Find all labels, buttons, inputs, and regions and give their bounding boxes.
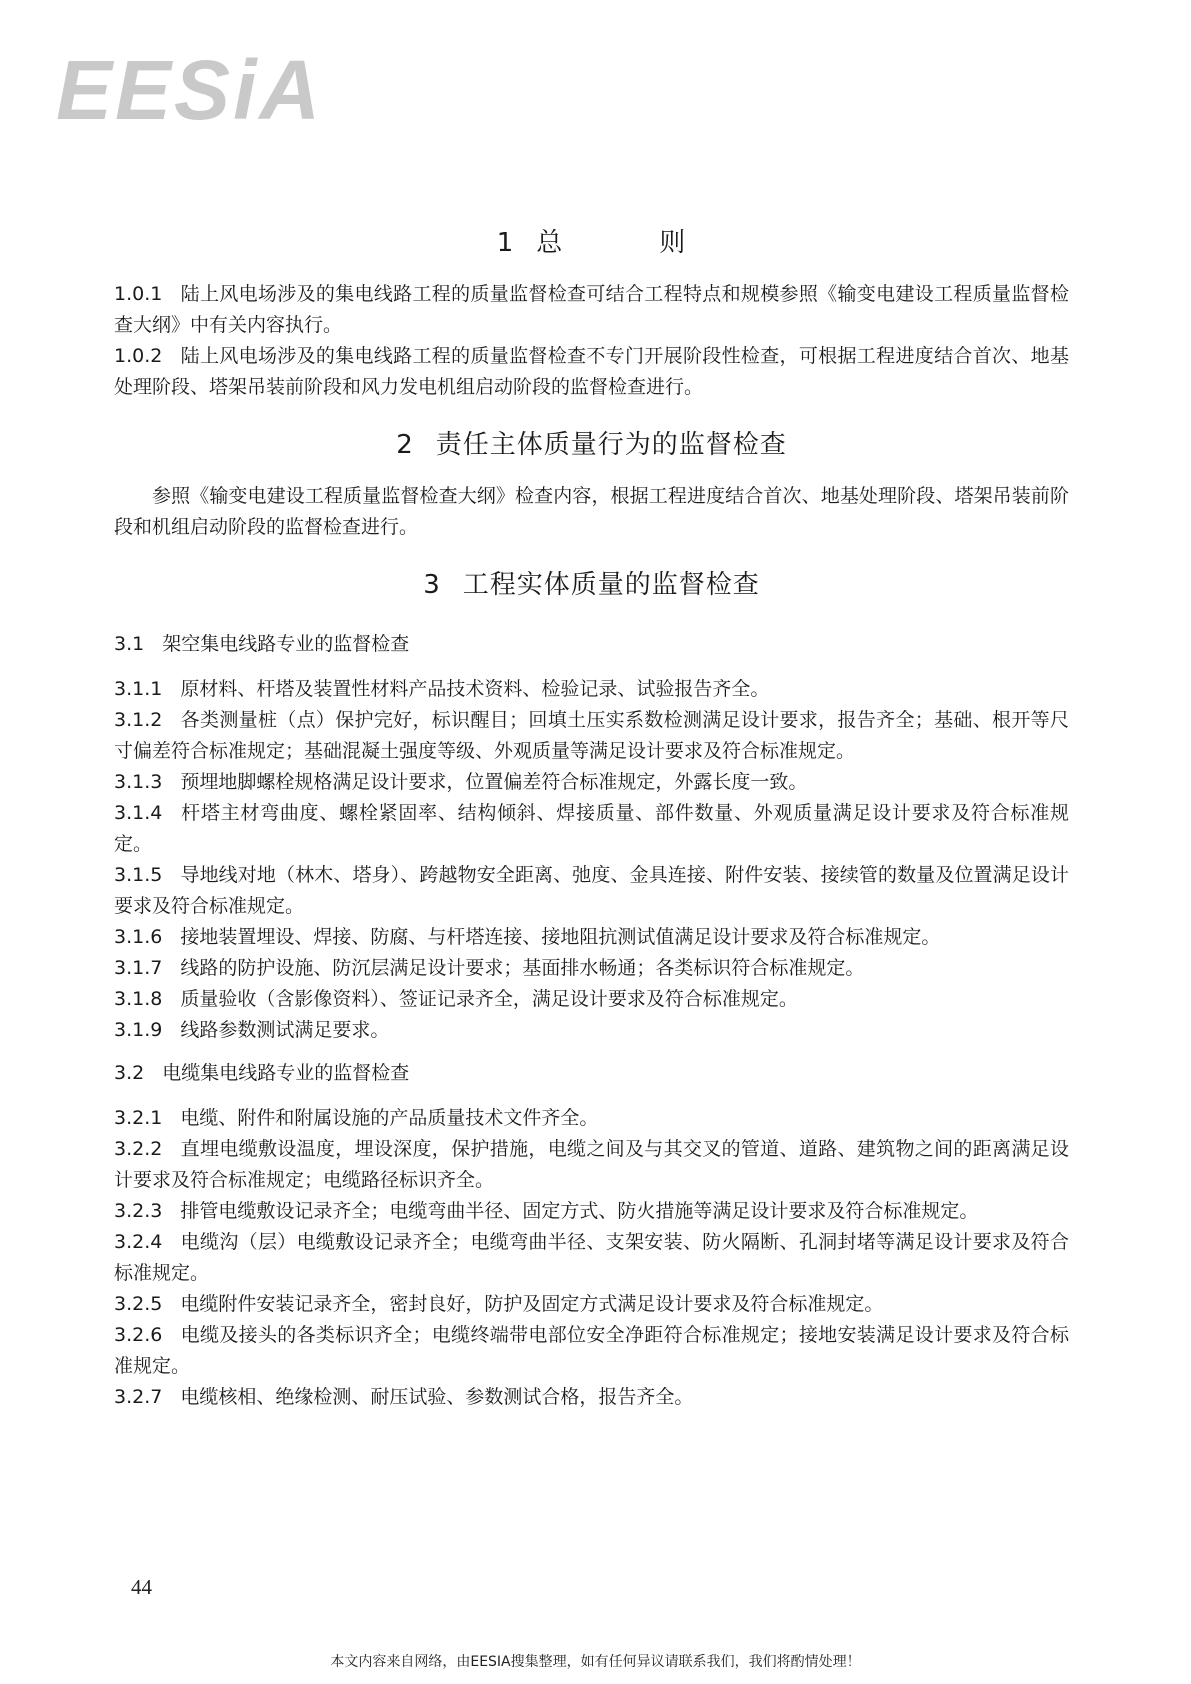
section-3-number: 3 <box>423 570 441 600</box>
clause-3-1-7 <box>114 953 1069 984</box>
subsection-title: 电缆集电线路专业的监督检查 <box>162 1062 410 1084</box>
clause-text: 原材料、杆塔及装置性材料产品技术资料、检验记录、试验报告齐全。 <box>180 678 770 700</box>
clause-text: 接地装置埋设、焊接、防腐、与杆塔连接、接地阻抗测试值满足设计要求及符合标准规定。 <box>180 926 941 948</box>
clause-text: 预埋地脚螺栓规格满足设计要求，位置偏差符合标准规定，外露长度一致。 <box>180 771 808 793</box>
clause-number: 1.0.1 <box>114 283 163 305</box>
section-1-heading <box>114 225 1069 261</box>
clause-text: 电缆沟（层）电缆敷设记录齐全；电缆弯曲半径、支架安装、防火隔断、孔洞封堵等满足设计要求及符合标准规定。 <box>114 1231 1069 1284</box>
clause-number: 3.1.6 <box>114 926 163 948</box>
clause-3-2-6 <box>114 1320 1069 1382</box>
eesia-logo: EESiA <box>56 43 324 137</box>
clause-text: 陆上风电场涉及的集电线路工程的质量监督检查不专门开展阶段性检查，可根据工程进度结合首次、地基处理阶段、塔架吊装前阶段和风力发电机组启动阶段的监督检查进行。 <box>114 345 1069 398</box>
clause-number: 3.1.3 <box>114 771 163 793</box>
clause-number: 3.1.1 <box>114 678 163 700</box>
section-3-title: 工程实体质量的监督检查 <box>462 570 760 600</box>
clause-text: 直埋电缆敷设温度，埋设深度，保护措施，电缆之间及与其交叉的管道、道路、建筑物之间的距离满足设计要求及符合标准规定；电缆路径标识齐全。 <box>114 1138 1069 1191</box>
clause-3-1-2 <box>114 705 1069 767</box>
clause-number: 3.1.4 <box>114 802 163 824</box>
clause-3-1-8 <box>114 984 1069 1015</box>
clause-number: 3.2.6 <box>114 1324 163 1346</box>
section-1-title-a: 总 <box>536 228 564 258</box>
clause-number: 3.2.4 <box>114 1231 163 1253</box>
clause-1-0-1 <box>114 279 1069 341</box>
subsection-number: 3.1 <box>114 633 145 655</box>
clause-text: 电缆及接头的各类标识齐全；电缆终端带电部位安全净距符合标准规定；接地安装满足设计要求及符合标准规定。 <box>114 1324 1069 1377</box>
clause-3-2-5 <box>114 1289 1069 1320</box>
page-number: 44 <box>131 1575 152 1599</box>
clause-number: 1.0.2 <box>114 345 163 367</box>
document-body <box>114 225 1069 1413</box>
subsection-3-2-heading <box>114 1058 1069 1089</box>
clause-number: 3.2.2 <box>114 1138 163 1160</box>
section-1-number: 1 <box>496 228 515 258</box>
clause-text: 电缆核相、绝缘检测、耐压试验、参数测试合格，报告齐全。 <box>180 1386 694 1408</box>
clause-text: 各类测量桩（点）保护完好，标识醒目；回填土压实系数检测满足设计要求，报告齐全；基础、根开等尺寸偏差符合标准规定；基础混凝土强度等级、外观质量等满足设计要求及符合标准规定。 <box>114 709 1069 762</box>
section-2-heading <box>114 427 1069 463</box>
subsection-number: 3.2 <box>114 1062 145 1084</box>
section-2-paragraph: 参照《输变电建设工程质量监督检查大纲》检查内容，根据工程进度结合首次、地基处理阶段、塔架吊装前阶段和机组启动阶段的监督检查进行。 <box>114 485 1069 538</box>
clause-3-1-9 <box>114 1015 1069 1046</box>
clause-number: 3.1.7 <box>114 957 163 979</box>
clause-3-2-2 <box>114 1134 1069 1196</box>
subsection-title: 架空集电线路专业的监督检查 <box>162 633 410 655</box>
subsection-3-1-heading <box>114 629 1069 660</box>
clause-text: 排管电缆敷设记录齐全；电缆弯曲半径、固定方式、防火措施等满足设计要求及符合标准规定。 <box>180 1200 979 1222</box>
clause-1-0-2 <box>114 341 1069 403</box>
clause-number: 3.2.1 <box>114 1107 163 1129</box>
clause-number: 3.1.5 <box>114 864 163 886</box>
clause-text: 质量验收（含影像资料）、签证记录齐全，满足设计要求及符合标准规定。 <box>180 988 798 1010</box>
clause-number: 3.2.7 <box>114 1386 163 1408</box>
clause-text: 杆塔主材弯曲度、螺栓紧固率、结构倾斜、焊接质量、部件数量、外观质量满足设计要求及符合标准规定。 <box>114 802 1069 855</box>
clause-number: 3.2.3 <box>114 1200 163 1222</box>
section-1-title-b: 则 <box>659 228 687 258</box>
clause-3-1-5 <box>114 860 1069 922</box>
clause-3-2-1 <box>114 1103 1069 1134</box>
clause-number: 3.1.8 <box>114 988 163 1010</box>
footer-notice: 本文内容来自网络，由EESIA搜集整理，如有任何异议请联系我们，我们将酌情处理！ <box>330 1654 861 1670</box>
section-2-number: 2 <box>396 430 414 460</box>
clause-3-1-6 <box>114 922 1069 953</box>
clause-text: 线路的防护设施、防沉层满足设计要求；基面排水畅通；各类标识符合标准规定。 <box>180 957 865 979</box>
section-2-title: 责任主体质量行为的监督检查 <box>435 430 787 460</box>
clause-text: 电缆附件安装记录齐全，密封良好，防护及固定方式满足设计要求及符合标准规定。 <box>180 1293 884 1315</box>
clause-number: 3.2.5 <box>114 1293 163 1315</box>
section-3-heading <box>114 567 1069 603</box>
clause-text: 陆上风电场涉及的集电线路工程的质量监督检查可结合工程特点和规模参照《输变电建设工程质量监督检查大纲》中有关内容执行。 <box>114 283 1069 336</box>
clause-3-1-4 <box>114 798 1069 860</box>
clause-3-2-3 <box>114 1196 1069 1227</box>
clause-3-2-4 <box>114 1227 1069 1289</box>
clause-text: 线路参数测试满足要求。 <box>180 1019 390 1041</box>
clause-text: 电缆、附件和附属设施的产品质量技术文件齐全。 <box>180 1107 599 1129</box>
clause-3-1-1 <box>114 674 1069 705</box>
clause-3-2-7 <box>114 1382 1069 1413</box>
clause-text: 导地线对地（林木、塔身）、跨越物安全距离、弛度、金具连接、附件安装、接续管的数量及位置满足设计要求及符合标准规定。 <box>114 864 1069 917</box>
clause-number: 3.1.2 <box>114 709 163 731</box>
clause-3-1-3 <box>114 767 1069 798</box>
clause-number: 3.1.9 <box>114 1019 163 1041</box>
